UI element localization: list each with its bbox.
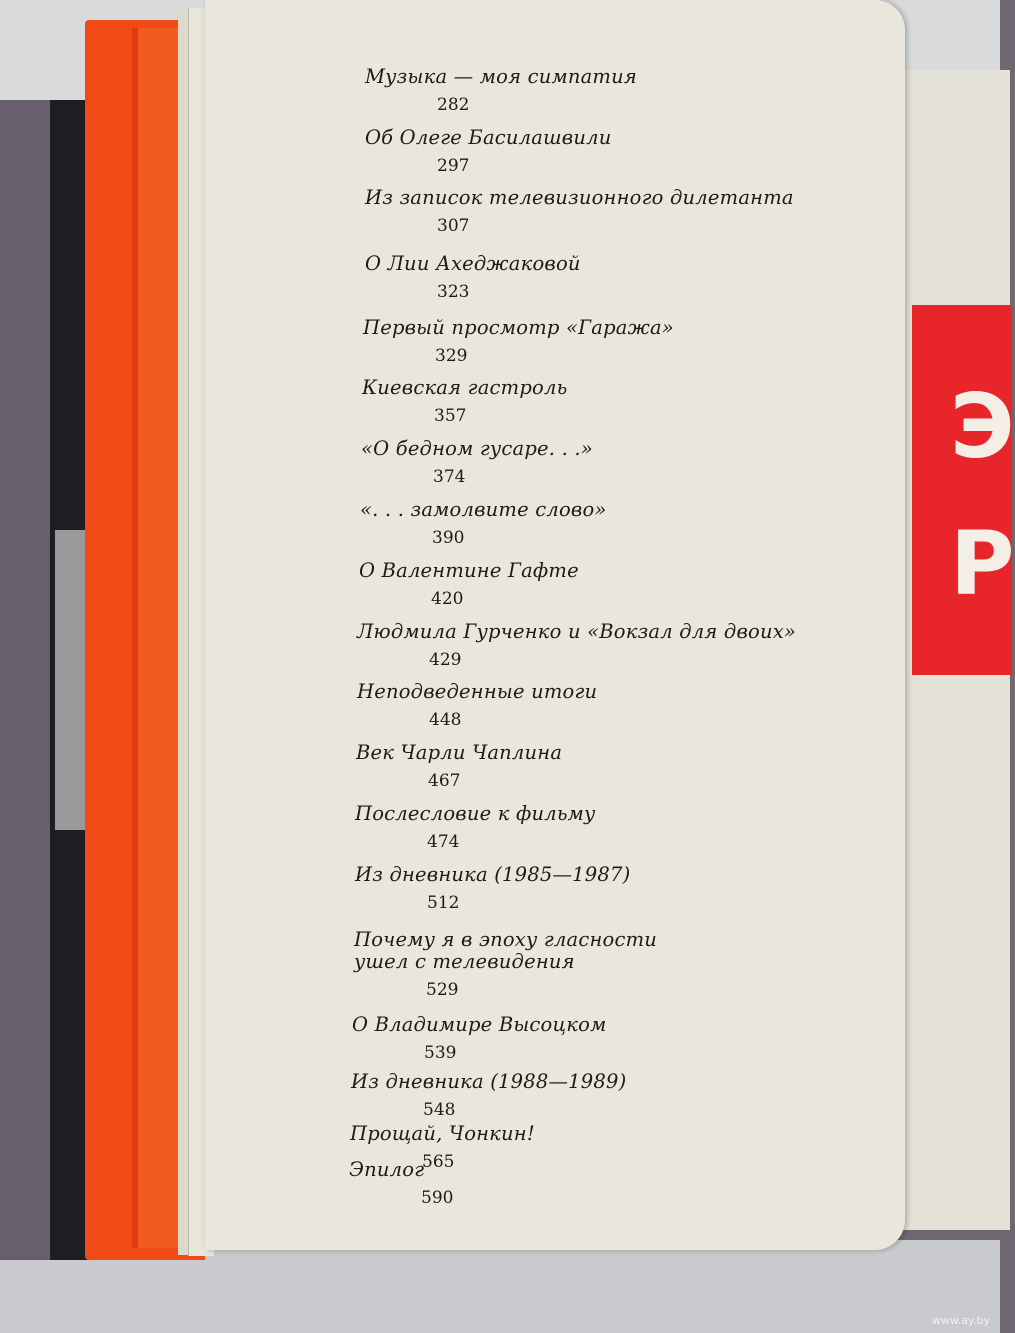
toc-entry-page: 512 [427,893,460,913]
toc-entry-title: Век Чарли Чаплина [356,741,563,764]
toc-entry-page: 590 [421,1188,454,1208]
toc-entry-page: 323 [437,282,470,302]
toc-entry-title: Прощай, Чонкин! [350,1122,535,1145]
toc-entry-title: О Валентине Гафте [359,559,579,582]
toc-entry-page: 539 [424,1043,457,1063]
red-letter-2: Р [950,512,1015,615]
toc-entry-title: О Лии Ахеджаковой [365,252,581,275]
toc-entry-page: 329 [435,346,468,366]
toc-entry-title: Из дневника (1985—1987) [355,863,631,886]
toc-entry-title: Эпилог [349,1158,425,1181]
toc-entry-page: 420 [431,589,464,609]
toc-entry-title: Почему я в эпоху гласности [354,928,658,951]
toc-entry-page: 429 [429,650,462,670]
toc-entry-title: Об Олеге Басилашвили [365,126,612,149]
toc-entry-title: Из дневника (1988—1989) [351,1070,627,1093]
toc-entry-page: 297 [437,156,470,176]
toc-entry-page: 548 [423,1100,456,1120]
table-of-contents [205,0,905,1250]
toc-entry-page: 474 [427,832,460,852]
book-page [205,0,905,1250]
toc-entry-title: Киевская гастроль [362,376,568,399]
toc-entry-title-line2: ушел с телевидения [354,950,575,973]
toc-entry-title: «. . . замолвите слово» [360,498,607,521]
toc-entry-page: 448 [429,710,462,730]
toc-entry-page: 467 [428,771,461,791]
toc-entry-page: 529 [426,980,459,1000]
toc-entry-title: Музыка — моя симпатия [365,65,637,88]
toc-entry-title: О Владимире Высоцком [352,1013,607,1036]
toc-entry-page: 374 [433,467,466,487]
watermark: www.ay.by [931,1314,990,1327]
toc-entry-title: Неподведенные итоги [357,680,598,703]
toc-entry-page: 282 [437,95,470,115]
toc-entry-title: Из записок телевизионного дилетанта [365,186,794,209]
book-flyleaf-orange [138,28,183,1248]
toc-entry-page: 565 [422,1152,455,1172]
toc-entry-title: Людмила Гурченко и «Вокзал для двоих» [357,620,797,643]
toc-entry-title: «О бедном гусаре. . .» [361,437,593,460]
toc-entry-title: Послесловие к фильму [355,802,596,825]
toc-entry-page: 357 [434,406,467,426]
red-letter-1: Э [950,375,1015,478]
toc-entry-page: 390 [432,528,465,548]
red-title-block [912,305,1015,675]
toc-entry-title: Первый просмотр «Гаража» [363,316,674,339]
toc-entry-page: 307 [437,216,470,236]
